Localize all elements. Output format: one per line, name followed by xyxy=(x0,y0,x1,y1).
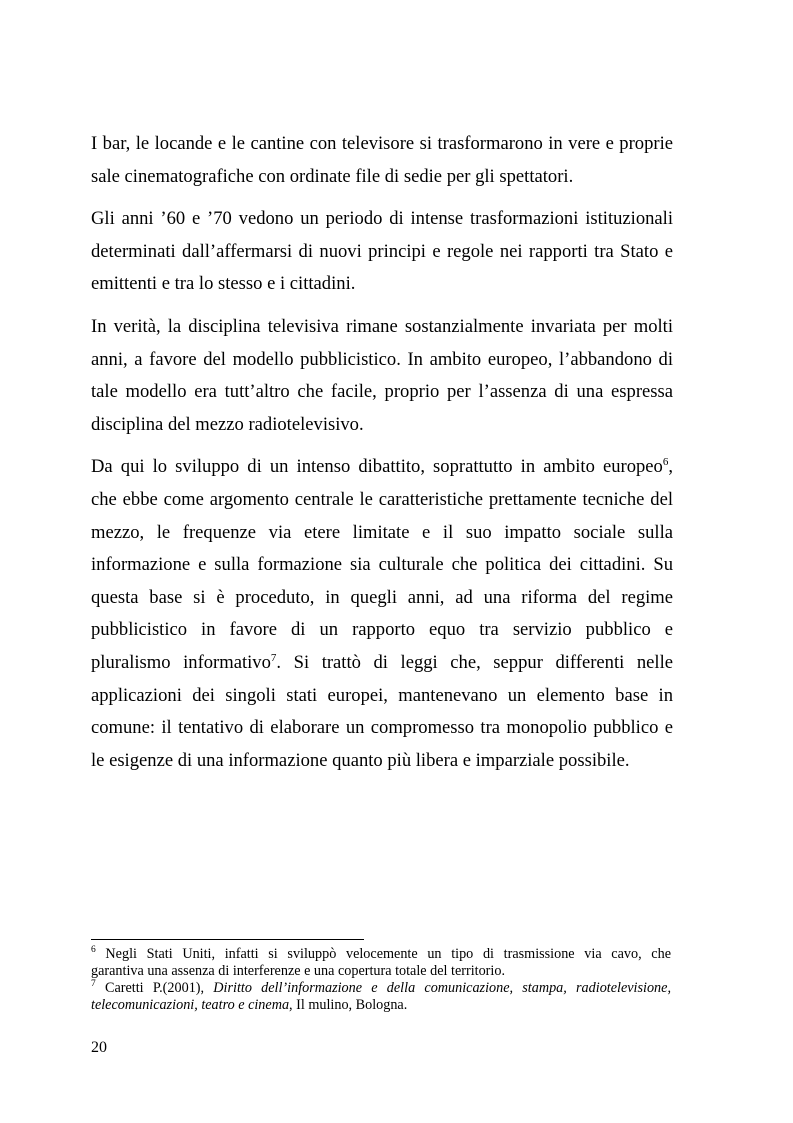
text-line: pubblicistico in favore di un rapporto equo tra servizio pubblico e xyxy=(91,619,673,641)
text-line: comune: il tentativo di elaborare un compromesso tra monopolio pubblico e xyxy=(91,717,673,739)
body-text xyxy=(91,128,673,787)
paragraph-2 xyxy=(91,203,673,301)
footnote-text: Negli Stati Uniti, infatti si sviluppò velocemente un tipo di trasmissione via cavo, che xyxy=(95,946,671,962)
footnote-ref-7: 7 xyxy=(270,651,277,664)
text-line xyxy=(91,451,673,484)
footnote-ref-6: 6 xyxy=(662,456,669,469)
text-line: I bar, le locande e le cantine con televisore si trasformarono in vere e proprie xyxy=(91,133,673,154)
footnote-title: Diritto dell’informazione e della comunicazione, stampa, radiotelevisione, xyxy=(213,980,671,996)
text-line: Gli anni ’60 e ’70 vedono un periodo di intense trasformazioni istituzionali xyxy=(91,208,673,230)
text-line: tale modello era tutt’altro che facile, proprio per l’assenza di una espressa xyxy=(91,381,673,403)
page-number: 20 xyxy=(91,1039,107,1056)
text-line: questa base si è proceduto, in quegli anni, ad una riforma del regime xyxy=(91,586,673,608)
text-segment: . Si trattò di leggi che, seppur differenti nelle xyxy=(276,651,673,673)
text-line: applicazioni dei singoli stati europei, mantenevano un elemento base in xyxy=(91,684,673,706)
footnote-line xyxy=(91,997,671,1014)
footnote-line: garantiva una assenza di interferenze e una copertura totale del territorio. xyxy=(91,963,505,979)
text-segment: Da qui lo sviluppo di un intenso dibattito, soprattutto in ambito europeo xyxy=(91,456,663,478)
paragraph-3 xyxy=(91,311,673,441)
text-line: anni, a favore del modello pubblicistico. In ambito europeo, l’abbandono di xyxy=(91,348,673,370)
text-line: emittenti e tra lo stesso e i cittadini. xyxy=(91,273,356,295)
text-line xyxy=(91,647,673,680)
text-segment: , xyxy=(668,456,673,478)
footnotes xyxy=(91,946,671,1014)
text-line: mezzo, le frequenze via etere limitate e il suo impatto sociale sulla xyxy=(91,521,673,543)
footnote-line xyxy=(91,980,671,997)
paragraph-1 xyxy=(91,128,673,193)
text-line: disciplina del mezzo radiotelevisivo. xyxy=(91,413,364,435)
footnote-marker: 6 xyxy=(91,945,96,955)
footnote-7 xyxy=(91,980,671,1014)
footnote-publisher: , Il mulino, Bologna. xyxy=(289,997,408,1013)
footnote-marker: 7 xyxy=(91,979,96,989)
text-line: In verità, la disciplina televisiva rimane sostanzialmente invariata per molti xyxy=(91,315,673,337)
footnote-6 xyxy=(91,946,671,980)
text-line: informazione e sulla formazione sia culturale che politica dei cittadini. Su xyxy=(91,554,673,576)
footnote-title: telecomunicazioni, teatro e cinema xyxy=(91,997,290,1013)
text-line: sale cinematografiche con ordinate file di sedie per gli spettatori. xyxy=(91,165,574,187)
paragraph-4 xyxy=(91,451,673,777)
footnote-separator xyxy=(91,939,364,940)
text-line: determinati dall’affermarsi di nuovi principi e regole nei rapporti tra Stato e xyxy=(91,240,673,262)
text-line: le esigenze di una informazione quanto più libera e imparziale possibile. xyxy=(91,749,630,771)
footnote-author: Caretti P.(2001), xyxy=(95,980,214,996)
footnote-line xyxy=(91,946,671,963)
text-line: che ebbe come argomento centrale le caratteristiche prettamente tecniche del xyxy=(91,488,673,510)
text-segment: pluralismo informativo xyxy=(91,651,271,673)
